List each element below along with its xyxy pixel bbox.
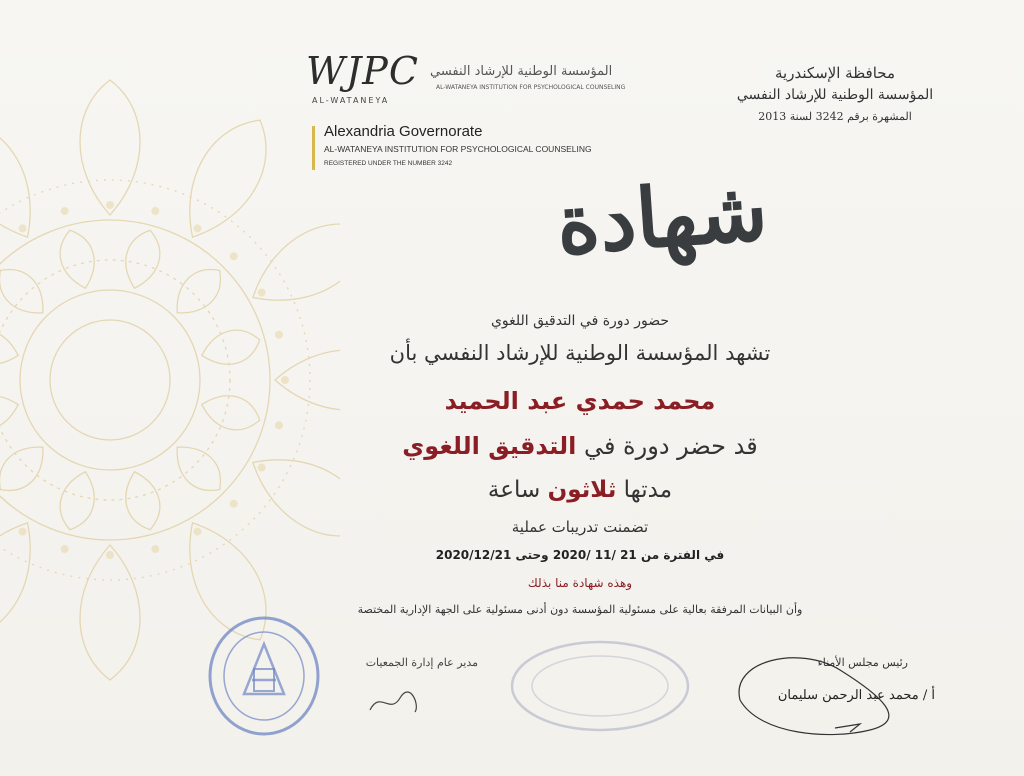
arabic-header-stamp	[720, 62, 950, 128]
registration-arabic: المشهرة برقم 3242 لسنة 2013	[758, 110, 912, 123]
mandala-dot	[258, 289, 266, 297]
testimony-line: تشهد المؤسسة الوطنية للإرشاد النفسي بأن	[389, 341, 771, 365]
director-signature	[365, 680, 425, 720]
mandala-petal	[0, 105, 53, 252]
director-title: مدير عام إدارة الجمعيات	[365, 656, 478, 669]
chair-title: رئيس مجلس الأمناء	[817, 656, 908, 669]
institution-logo: WJPC	[306, 49, 419, 93]
mandala-dot	[281, 376, 289, 384]
governorate-arabic: محافظة الإسكندرية	[774, 64, 895, 82]
mandala-inner-petal	[0, 259, 54, 325]
duration-value: ثلاثون	[547, 477, 617, 503]
mandala-inner-petal	[54, 467, 101, 533]
logo-arabic-name: المؤسسة الوطنية للإرشاد النفسي	[430, 64, 613, 79]
disclaimer-text: وأن البيانات المرفقة بعالية على مسئولية المؤسسة دون أدنى مسئولية على الجهة الإدارية المختصة	[357, 603, 803, 616]
mandala-dot	[106, 551, 114, 559]
logo-english-name: AL-WATANEYA INSTITUTION FOR PSYCHOLOGICAL COUNSELING	[436, 84, 626, 91]
mandala-dot	[19, 224, 27, 232]
logo-subtitle: AL-WATANEYA	[312, 96, 390, 105]
mandala-dot	[151, 207, 159, 215]
mandala-inner-petal	[0, 389, 23, 436]
mandala-inner-petal	[0, 436, 54, 502]
chair-name: أ / محمد عبد الرحمن سليمان	[777, 688, 935, 703]
oval-stamp-icon	[505, 636, 695, 736]
duration-prefix: مدتها	[623, 477, 673, 503]
mandala-dot	[275, 331, 283, 339]
course-subtitle: حضور دورة في التدقيق اللغوي	[490, 313, 670, 329]
mandala-dot	[151, 545, 159, 553]
given-statement: وهذه شهادة منا بذلك	[527, 576, 633, 590]
certificate-title: شهادة	[553, 162, 771, 274]
course-name: التدقيق اللغوي	[402, 432, 577, 460]
mandala-petal	[167, 105, 286, 252]
mandala-petal	[80, 545, 140, 680]
mandala-inner-petal	[0, 324, 23, 371]
governorate-english: Alexandria Governorate	[324, 123, 483, 140]
duration-line	[200, 477, 960, 503]
training-note: تضمنت تدريبات عملية	[511, 518, 649, 536]
mandala-inner-petal	[54, 226, 101, 292]
mandala-petal	[238, 204, 340, 323]
registration-english: REGISTERED UNDER THE NUMBER 3242	[324, 160, 453, 167]
gold-divider-bar	[312, 126, 315, 170]
mandala-dot	[106, 201, 114, 209]
institution-arabic: المؤسسة الوطنية للإرشاد النفسي	[736, 87, 934, 103]
institution-english: AL-WATANEYA INSTITUTION FOR PSYCHOLOGICAL COUNSELING	[324, 144, 592, 154]
course-period: في الفترة من 21 /11 /2020 وحتى 2020/12/21	[435, 548, 725, 562]
mandala-dot	[275, 421, 283, 429]
mandala-dot	[61, 207, 69, 215]
attended-prefix: قد حضر دورة في	[583, 432, 758, 460]
mandala-inner-petal	[119, 467, 166, 533]
attended-line	[200, 432, 960, 460]
mandala-inner-petal	[119, 226, 166, 292]
mandala-dot	[258, 464, 266, 472]
mandala-dot	[61, 545, 69, 553]
mandala-dot	[194, 224, 202, 232]
mandala-dot	[230, 252, 238, 260]
mandala-petal	[80, 80, 140, 215]
mandala-petal	[0, 508, 53, 655]
eagle-seal-icon	[204, 614, 324, 739]
recipient-name: محمد حمدي عبد الحميد	[444, 387, 716, 415]
duration-suffix: ساعة	[487, 477, 541, 503]
mandala-dot	[19, 528, 27, 536]
